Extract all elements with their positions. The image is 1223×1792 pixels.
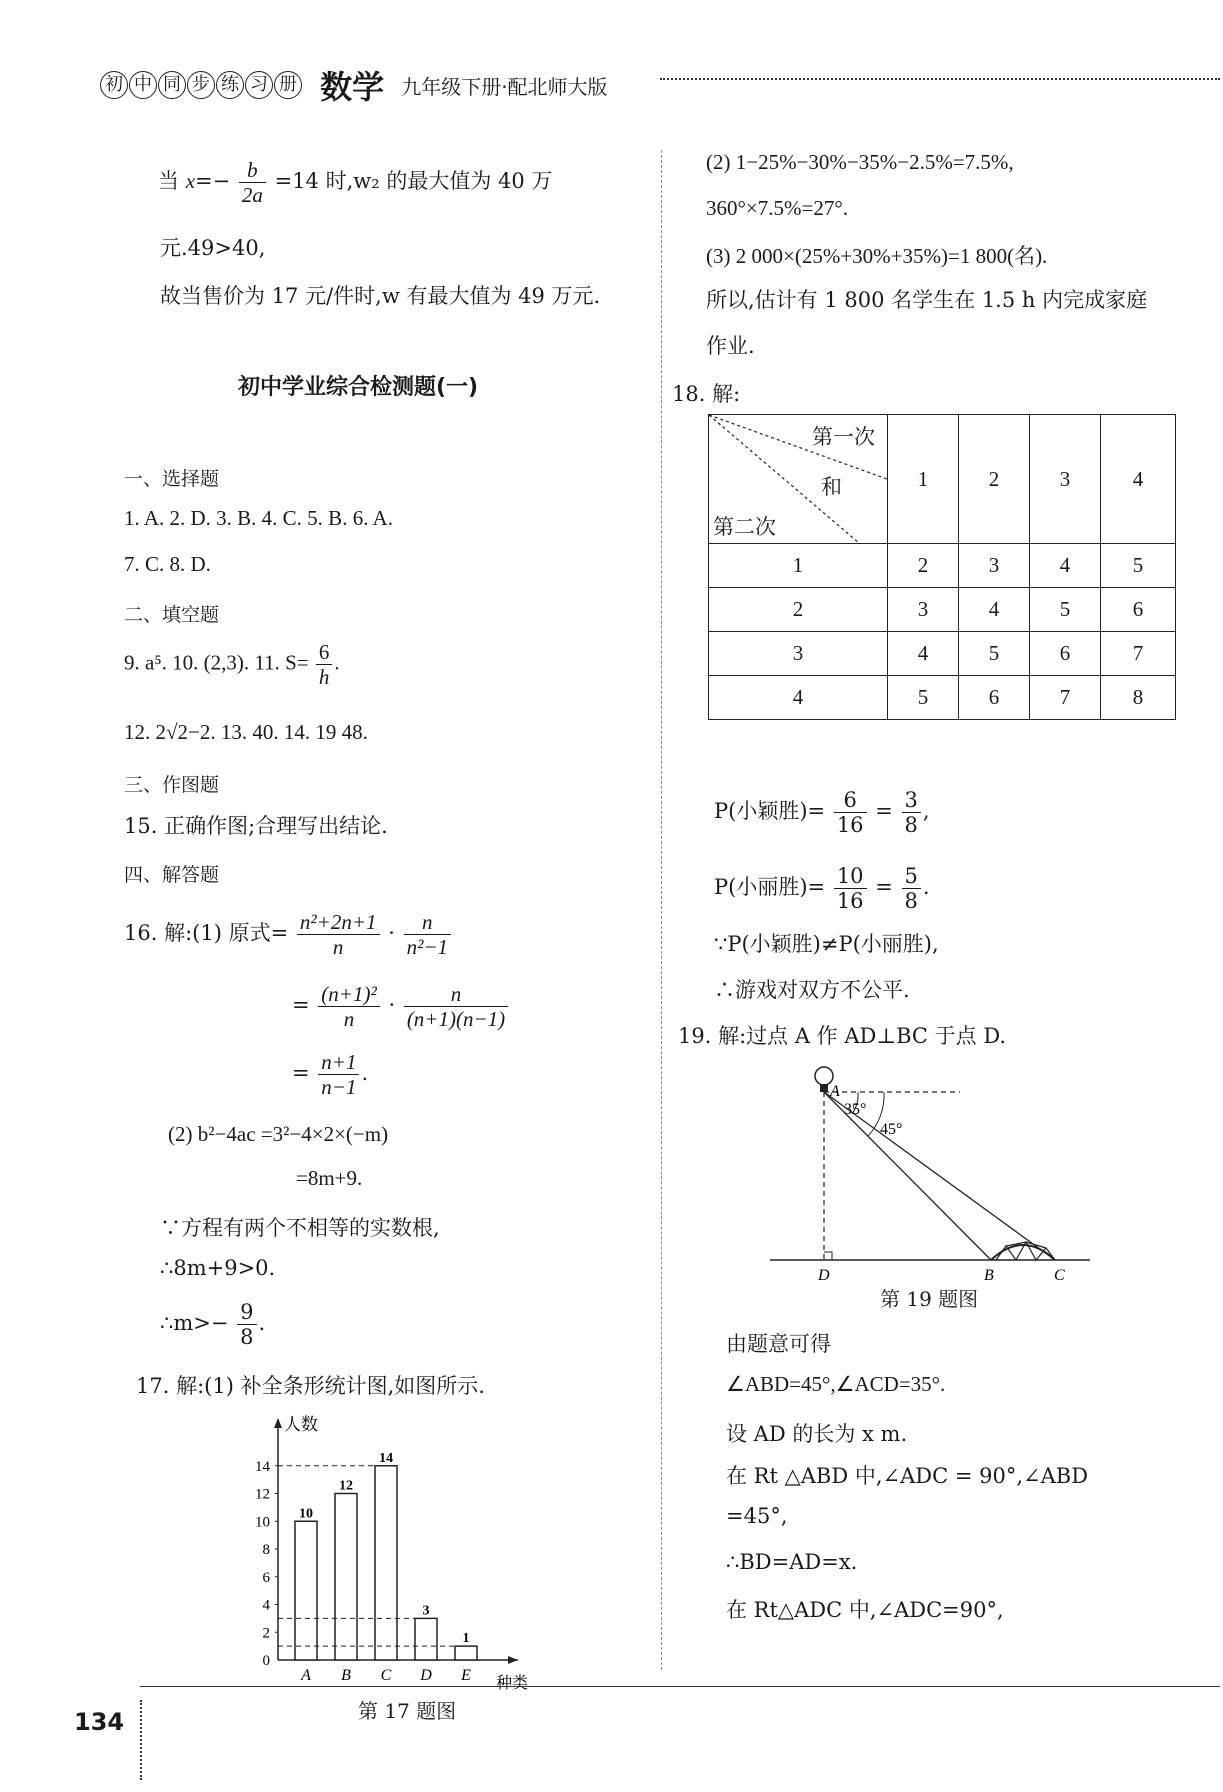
x-tick-label: E: [461, 1667, 471, 1684]
table-cell: 6: [1101, 588, 1176, 632]
fig17-caption: 第 17 题图: [358, 1699, 457, 1723]
unfair-conclusion: ∴游戏对双方不公平.: [714, 978, 910, 1002]
r-line5: 作业.: [706, 334, 755, 358]
bar-value-label: 10: [299, 1506, 313, 1522]
table-cell: 4: [1030, 544, 1101, 588]
bar-value-label: 3: [422, 1603, 430, 1619]
bar-A: [295, 1521, 317, 1660]
q18-label: 18. 解:: [672, 382, 741, 406]
col-header: 2: [959, 415, 1030, 544]
table-cell: 3: [888, 588, 959, 632]
bar-B: [335, 1494, 357, 1661]
row-label: 4: [709, 676, 888, 720]
table-cell: 7: [1030, 676, 1101, 720]
series-char-badge: 习: [245, 71, 273, 99]
table-row: [709, 544, 1176, 588]
given-line1: 由题意可得: [726, 1332, 831, 1356]
q16-part2b: =8m+9.: [296, 1166, 363, 1190]
table-header-row: [709, 415, 1176, 544]
y-tick-label: 4: [262, 1597, 270, 1614]
y-tick-label: 10: [255, 1514, 270, 1531]
x-axis-label: 种类: [496, 1673, 529, 1692]
given-line4: 在 Rt △ABD 中,∠ADC = 90°,∠ABD: [726, 1464, 1089, 1488]
given-line2: ∠ABD=45°,∠ACD=35°.: [726, 1372, 946, 1396]
bar-value-label: 12: [339, 1478, 353, 1494]
q17-text: 17. 解:(1) 补全条形统计图,如图所示.: [136, 1374, 485, 1398]
table-cell: 6: [1030, 632, 1101, 676]
series-char-badge: 册: [274, 71, 302, 99]
section-choice: 一、选择题: [124, 468, 220, 490]
q16-step1: 16. 解:(1) 原式= $\frac{\text{n²+2n+1}}{n}$ · $\frac{n}{\text{n²−1}}$: [124, 910, 453, 959]
table-row: [709, 632, 1176, 676]
table-cell: 5: [959, 632, 1030, 676]
lamp-base: [820, 1084, 828, 1092]
fig19-diagram: [760, 1062, 1100, 1302]
header-dotted-rule: [660, 78, 1220, 80]
given-line7: 在 Rt△ADC 中,∠ADC=90°,: [726, 1598, 1004, 1622]
answer-15: 15. 正确作图;合理写出结论.: [124, 814, 388, 838]
column-divider: [661, 150, 662, 1670]
series-char-badge: 步: [187, 71, 215, 99]
corner-sum: 和: [821, 475, 842, 499]
x-axis-arrow: [508, 1656, 518, 1664]
section-fill: 二、填空题: [124, 604, 220, 626]
y-axis-label: 人数: [284, 1415, 318, 1435]
answers-9-11: 9. a⁵. 10. (2,3). 11. S= $\frac{6}{h}$ .: [124, 640, 340, 689]
label-a: A: [830, 1083, 840, 1100]
corner-first: 第一次: [812, 425, 875, 449]
section-draw: 三、作图题: [124, 774, 220, 796]
table-cell: 3: [959, 544, 1030, 588]
series-char-badge: 初: [100, 71, 128, 99]
edition-label: 九年级下册·配北师大版: [401, 74, 608, 99]
col-header: 1: [888, 415, 959, 544]
bar-C: [375, 1466, 397, 1660]
table-cell: 4: [959, 588, 1030, 632]
y-tick-label: 8: [262, 1542, 270, 1558]
table-cell: 5: [1030, 588, 1101, 632]
row-label: 1: [709, 544, 888, 588]
q16-step2: = $\frac{\text{(n+1)²}}{n}$ · $\frac{n}{(n+1)(n-1)}$: [292, 982, 510, 1031]
q16-therefore1: ∴8m+9>0.: [160, 1256, 276, 1280]
q16-part2: (2) b²−4ac =3²−4×2×(−m): [168, 1122, 389, 1146]
x-tick-label: C: [380, 1667, 392, 1684]
table-cell: 4: [888, 632, 959, 676]
q16-because: ∵方程有两个不相等的实数根,: [160, 1216, 440, 1240]
prob-xiaoli: P(小丽胜)= $\frac{10}{16}$ = $\frac{5}{8}$ .: [714, 864, 930, 913]
q16-step3: = $\frac{n+1}{n-1}$ .: [292, 1050, 369, 1099]
y-tick-label: 6: [262, 1569, 270, 1586]
series-char-badge: 中: [129, 71, 157, 99]
bar-value-label: 1: [462, 1631, 470, 1647]
label-d: D: [818, 1267, 830, 1284]
bar-value-label: 14: [379, 1450, 393, 1466]
y-tick-label: 0: [262, 1653, 270, 1669]
series-char-badge: 练: [216, 71, 244, 99]
table-cell: 2: [888, 544, 959, 588]
corner-second: 第二次: [713, 515, 776, 539]
label-c: C: [1054, 1267, 1065, 1284]
y-tick-label: 12: [255, 1486, 270, 1503]
label-b: B: [984, 1267, 994, 1284]
fig19-caption: 第 19 题图: [880, 1287, 979, 1311]
table-cell: 6: [959, 676, 1030, 720]
right-angle-mark: [824, 1252, 832, 1260]
bar-chart-17: [250, 1410, 560, 1700]
y-tick-label: 2: [262, 1625, 270, 1642]
bar-D: [415, 1618, 437, 1660]
q19-text: 19. 解:过点 A 作 AD⊥BC 于点 D.: [678, 1024, 1007, 1048]
footer-rule: [140, 1686, 1220, 1687]
line-max-value: 当 x=− $\frac{b}{2a}$ =14 时,w₂ 的最大值为 40 万: [158, 158, 553, 207]
q16-therefore2: ∴m>− $\frac{9}{8}$ .: [160, 1300, 266, 1349]
line-compare: 元.49>40,: [160, 236, 266, 260]
page-header: [100, 62, 608, 106]
table-cell: 7: [1101, 632, 1176, 676]
prob-xiaoying: P(小颖胜)= $\frac{6}{16}$ = $\frac{3}{8}$ ,: [714, 788, 930, 837]
page-number: 134: [74, 1708, 125, 1736]
x-tick-label: D: [420, 1667, 432, 1684]
subject-title: 数学: [320, 68, 385, 106]
r-line2: 360°×7.5%=27°.: [706, 196, 848, 220]
given-line5: =45°,: [726, 1504, 788, 1528]
table-corner: [709, 415, 888, 544]
angle-35-label: 35°: [844, 1101, 867, 1118]
row-label: 2: [709, 588, 888, 632]
x-tick-label: A: [301, 1667, 311, 1684]
series-badges: [100, 75, 303, 94]
answers-12-14: 12. 2√2−2. 13. 40. 14. 19 48.: [124, 720, 368, 744]
table-cell: 5: [1101, 544, 1176, 588]
col-header: 4: [1101, 415, 1176, 544]
col-header: 3: [1030, 415, 1101, 544]
table-cell: 8: [1101, 676, 1176, 720]
x-tick-label: B: [341, 1667, 351, 1684]
sum-table: [708, 414, 1176, 720]
answers-7-8: 7. C. 8. D.: [124, 552, 211, 576]
r-line4: 所以,估计有 1 800 名学生在 1.5 h 内完成家庭: [706, 288, 1148, 312]
section-solve: 四、解答题: [124, 864, 220, 886]
r-line3: (3) 2 000×(25%+30%+35%)=1 800(名).: [706, 244, 1048, 268]
bar-E: [455, 1646, 477, 1660]
row-label: 3: [709, 632, 888, 676]
given-line3: 设 AD 的长为 x m.: [726, 1422, 908, 1446]
line-conclusion: 故当售价为 17 元/件时,w 有最大值为 49 万元.: [160, 284, 601, 308]
table-row: [709, 676, 1176, 720]
r-line1: (2) 1−25%−30%−35%−2.5%=7.5%,: [706, 150, 1014, 174]
prob-not-equal: ∵P(小颖胜)≠P(小丽胜),: [714, 932, 939, 956]
y-axis-arrow: [274, 1418, 282, 1428]
given-line6: ∴BD=AD=x.: [726, 1550, 858, 1574]
footer-binding-marks: [140, 1700, 152, 1780]
angle-45-label: 45°: [880, 1121, 903, 1138]
answers-1-6: 1. A. 2. D. 3. B. 4. C. 5. B. 6. A.: [124, 506, 393, 530]
test-title: 初中学业综合检测题(一): [238, 375, 479, 400]
series-char-badge: 同: [158, 71, 186, 99]
y-tick-label: 14: [255, 1458, 270, 1475]
table-row: [709, 588, 1176, 632]
table-cell: 5: [888, 676, 959, 720]
